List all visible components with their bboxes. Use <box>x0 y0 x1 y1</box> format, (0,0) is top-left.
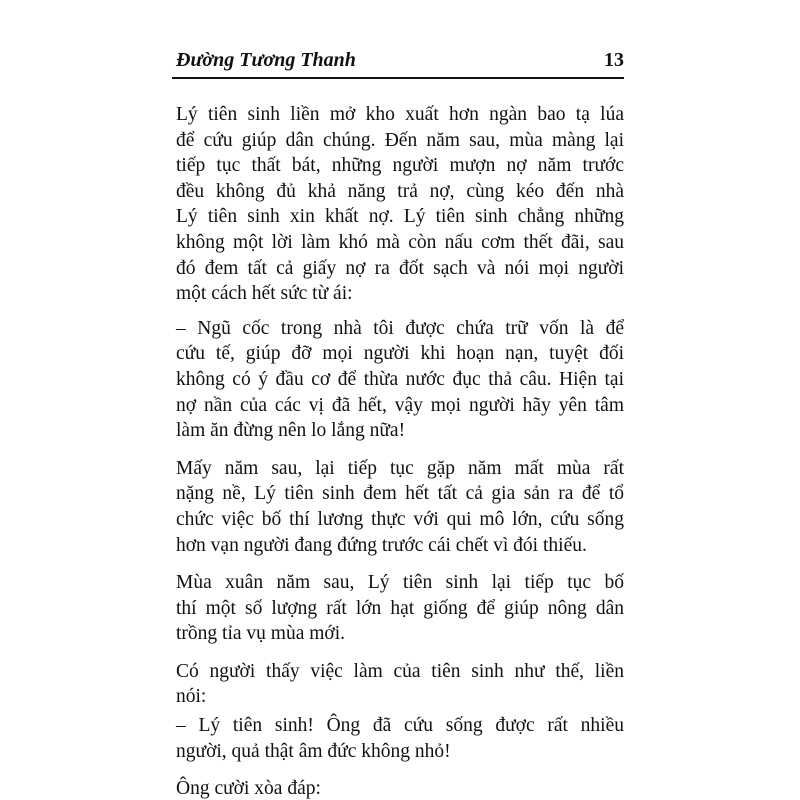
text-line: cứu tế, giúp đỡ mọi người khi hoạn nạn, tuyệt đối <box>176 343 624 365</box>
running-header <box>176 48 624 76</box>
text-line: Mấy năm sau, lại tiếp tục gặp năm mất mùa rất <box>176 457 624 479</box>
paragraph <box>176 659 624 710</box>
paragraph <box>176 456 624 558</box>
text-line: Mùa xuân năm sau, Lý tiên sinh lại tiếp tục bố <box>176 572 624 594</box>
text-line: không có ý đầu cơ để thừa nước đục thả câu. Hiện tại <box>176 368 624 390</box>
text-line: – Lý tiên sinh! Ông đã cứu sống được rất nhiều <box>176 715 624 737</box>
header-author: Đường Tương Thanh <box>176 49 356 71</box>
paragraph <box>176 713 624 764</box>
page-number: 13 <box>604 49 624 71</box>
text-line: để cứu giúp dân chúng. Đến năm sau, mùa màng lại <box>176 129 624 151</box>
paragraph <box>176 316 624 444</box>
text-line: một cách hết sức từ ái: <box>176 283 353 305</box>
text-line: nặng nề, Lý tiên sinh đem hết tất cả gia sản ra để tổ <box>176 483 624 505</box>
paragraph <box>176 102 624 307</box>
paragraph <box>176 776 624 800</box>
text-line: đó đem tất cả giấy nợ ra đốt sạch và nói mọi người <box>176 257 624 279</box>
text-line: tiếp tục thất bát, những người mượn nợ năm trước <box>176 155 624 177</box>
text-line: làm ăn đừng nên lo lắng nữa! <box>176 420 406 442</box>
text-line: thí một số lượng rất lớn hạt giống để giúp nông dân <box>176 597 624 619</box>
header-rule <box>172 77 624 79</box>
text-line: – Ngũ cốc trong nhà tôi được chứa trữ vốn là để <box>176 317 624 339</box>
text-line: đều không đủ khả năng trả nợ, cùng kéo đến nhà <box>176 180 624 202</box>
text-line: Lý tiên sinh liền mở kho xuất hơn ngàn bao tạ lúa <box>176 104 624 125</box>
text-line: nói: <box>176 686 207 708</box>
text-line: không một lời làm khó mà còn nấu cơm thết đãi, sau <box>176 231 624 253</box>
text-line: Ông cười xòa đáp: <box>176 778 321 800</box>
body-text <box>176 102 624 800</box>
text-line: hơn vạn người đang đứng trước cái chết vì đói thiếu. <box>176 534 587 556</box>
paragraph <box>176 570 624 647</box>
text-line: nợ nần của các vị đã hết, vậy mọi người hãy yên tâm <box>176 394 624 416</box>
text-line: Có người thấy việc làm của tiên sinh như thế, liền <box>176 660 624 682</box>
text-line: Lý tiên sinh xin khất nợ. Lý tiên sinh chẳng những <box>176 206 624 228</box>
text-line: người, quả thật âm đức không nhỏ! <box>176 740 451 762</box>
text-line: chức việc bố thí lương thực với qui mô lớn, cứu sống <box>176 508 624 530</box>
text-line: trồng tỉa vụ mùa mới. <box>176 623 345 645</box>
